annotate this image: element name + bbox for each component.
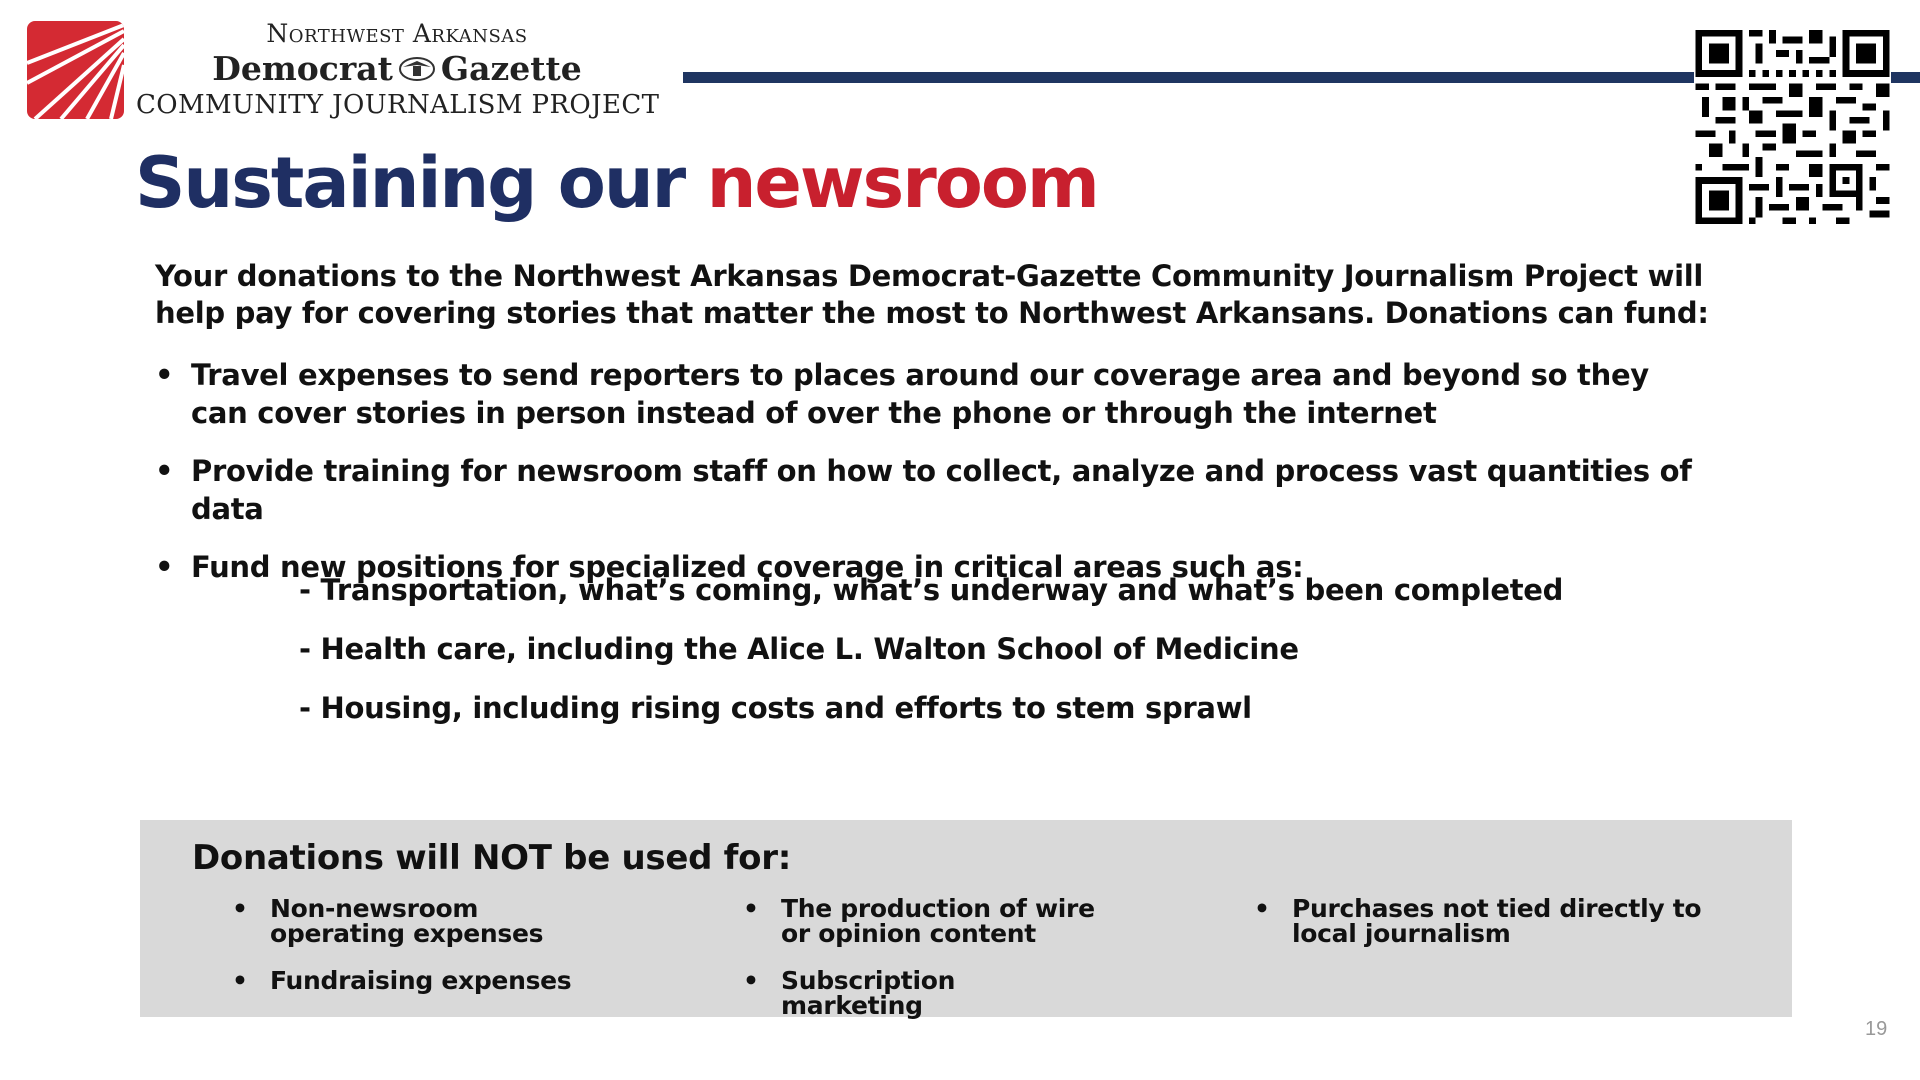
list-item	[155, 356, 1715, 432]
list-item	[232, 968, 612, 993]
list-item	[1254, 896, 1754, 946]
list-item-text: Travel expenses to send reporters to places around our coverage area and beyond so they can cover stories in person instead of over the phone or through the internet	[191, 358, 1649, 430]
eagle-seal-icon	[397, 55, 437, 83]
bullet-icon: •	[155, 550, 174, 584]
list-item-text: Non-newsroom operating expenses	[270, 894, 544, 948]
list-item-text: Fund new positions for specialized coverage in critical areas such as:	[191, 550, 1304, 584]
list-item-text: Provide training for newsroom staff on how to collect, analyze and process vast quantities of data	[191, 454, 1692, 526]
bullet-icon: •	[155, 454, 174, 488]
list-item-text: Subscription marketing	[781, 966, 956, 1020]
brand-project-name: COMMUNITY JOURNALISM PROJECT	[136, 90, 660, 120]
sub-list-item: - Transportation, what’s coming, what’s underway and what’s been completed	[299, 573, 1564, 607]
bullet-icon: •	[232, 894, 248, 923]
list-item-text: Fundraising expenses	[270, 966, 572, 995]
funding-list	[155, 356, 1715, 606]
brand-masthead-left: Democrat	[212, 49, 393, 88]
not-used-heading: Donations will NOT be used for:	[192, 838, 791, 878]
not-used-column-3	[1254, 896, 1754, 968]
brand-wordmark	[132, 18, 662, 122]
bullet-icon: •	[743, 966, 759, 995]
sub-list-item: - Health care, including the Alice L. Walton School of Medicine	[299, 632, 1299, 666]
coverage-areas-list	[299, 571, 1563, 748]
title-part-2: newsroom	[706, 142, 1098, 224]
list-item	[743, 896, 1103, 946]
title-part-1: Sustaining our	[135, 142, 685, 224]
qr-code-icon	[1694, 30, 1891, 224]
sub-list-item: - Housing, including rising costs and efforts to stem sprawl	[299, 691, 1252, 725]
bullet-icon: •	[743, 894, 759, 923]
list-item	[155, 452, 1715, 528]
not-used-column-1	[232, 896, 612, 1015]
brand-masthead	[132, 50, 662, 88]
not-used-panel	[140, 820, 1792, 1020]
list-item-text: Purchases not tied directly to local journalism	[1292, 894, 1702, 948]
brand-region: Northwest Arkansas	[266, 19, 528, 48]
brand-masthead-right: Gazette	[440, 49, 582, 88]
list-item	[232, 896, 612, 946]
bullet-icon: •	[155, 358, 174, 392]
logo-icon	[27, 21, 124, 119]
intro-paragraph: Your donations to the Northwest Arkansas Democrat-Gazette Community Journalism Project will help pay for covering stories that matter the most to Northwest Arkansans. Donations can fund:	[155, 259, 1709, 330]
page-number: 19	[1865, 1018, 1888, 1040]
list-item-text: The production of wire or opinion content	[781, 894, 1095, 948]
list-item	[743, 968, 1103, 1018]
bullet-icon: •	[1254, 894, 1270, 923]
bullet-icon: •	[232, 966, 248, 995]
not-used-column-2	[743, 896, 1103, 1040]
page-title	[135, 138, 1098, 228]
